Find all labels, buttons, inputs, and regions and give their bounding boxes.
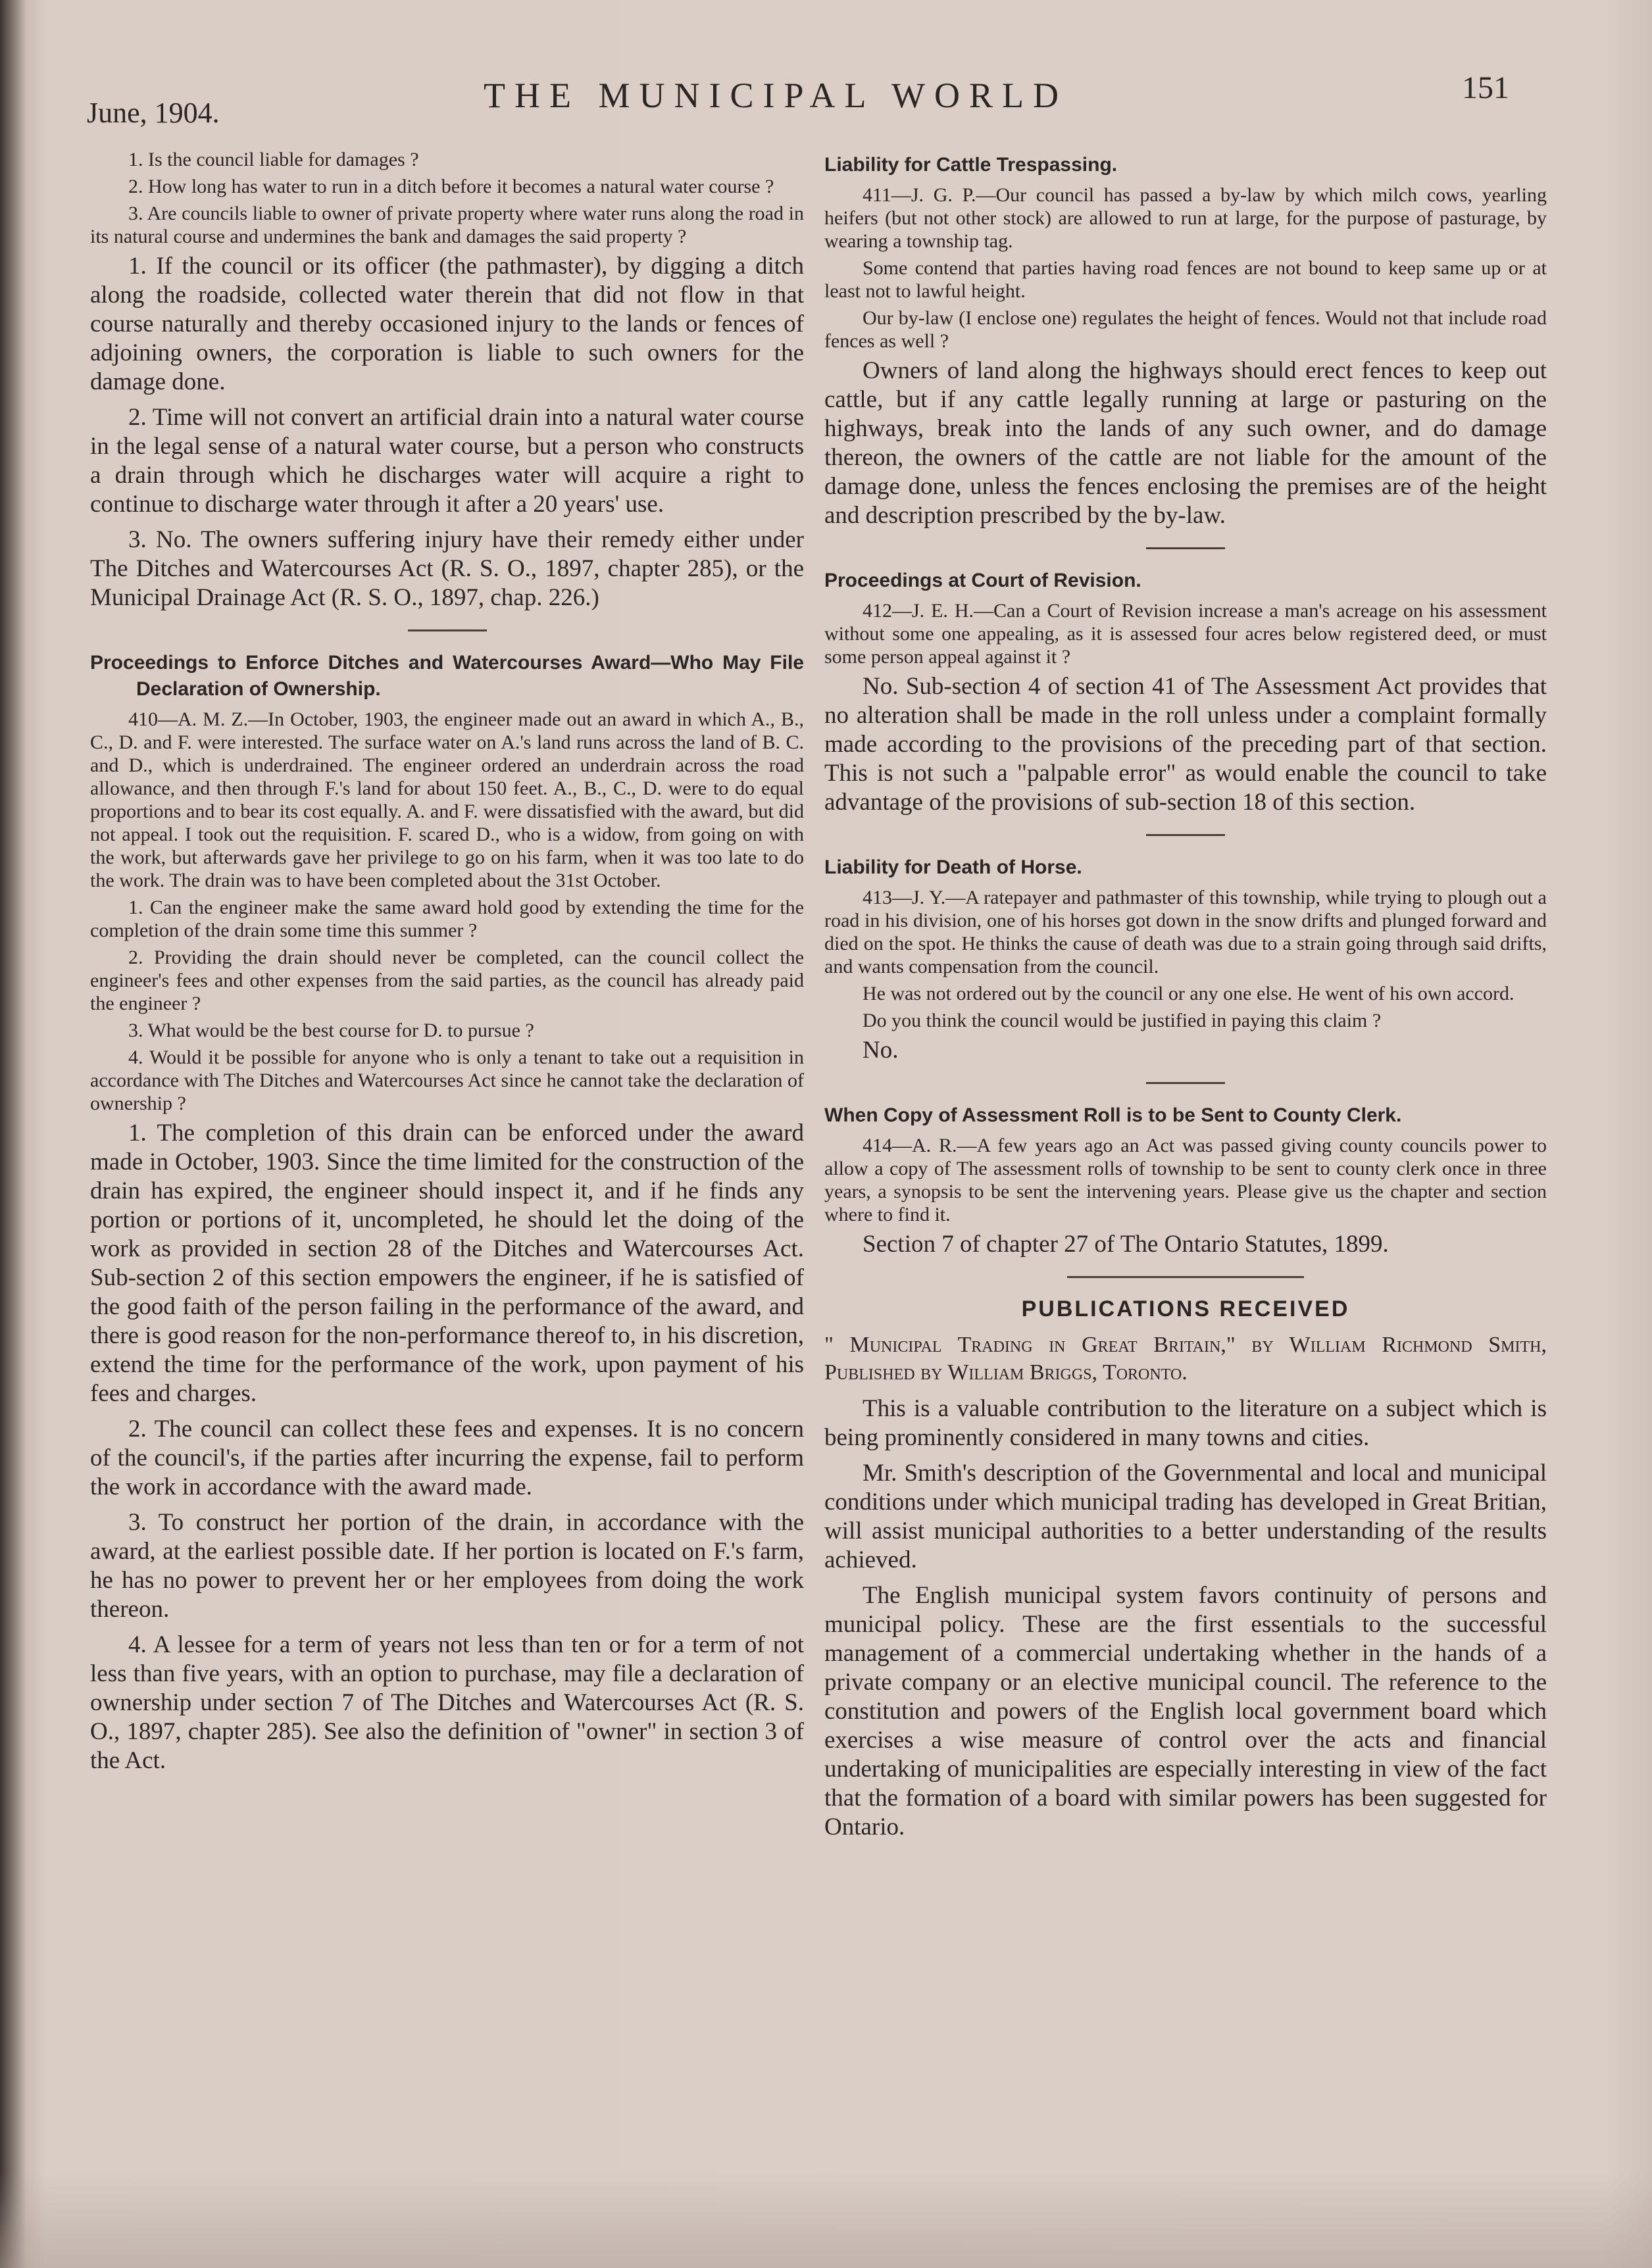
section-heading: Liability for Death of Horse. xyxy=(824,856,1082,878)
question: 4. Would it be possible for anyone who is only a tenant to take out a requisition in accordance with The Ditches and Watercourses Act since he cannot take the declaration of ownership ? xyxy=(90,1047,804,1114)
answer: 3. To construct her portion of the drain, in accordance with the award, at the earliest possible date. If her portion is located on F.'s farm, he has no power to prevent her or her employees from doing the work thereon. xyxy=(90,1509,804,1623)
answer: 1. The completion of this drain can be enforced under the award made in October, 1903. Since the time limited for the construction of the drain has expired, the engineer should inspect it, and if he finds any portion or portions of it, uncompleted, he should let the doing of the work as provided in section 28 of the Ditches and Watercourses Act. Sub-section 2 of this section empowers the engineer, if he is satisfied of the good faith of the person failing in the performance of the award, and there is good reason for the non-performance thereof to, in his discretion, extend the time for the performance of the work, upon payment of his fees and charges. xyxy=(90,1120,804,1407)
publication-title: " Municipal Trading in Great Britain," by William Richmond Smith, Published by William Briggs, Toronto. xyxy=(824,1333,1547,1385)
query-411: Some contend that parties having road fences are not bound to keep same up or at least not to lawful height. xyxy=(824,257,1547,302)
page-header xyxy=(0,66,1652,129)
answer: 4. A lessee for a term of years not less than ten or for a term of not less than five years, with an option to purchase, may file a declaration of ownership under section 7 of The Ditches and Watercourses Act (R. S. O., 1897, chapter 285). See also the definition of "owner" in section 3 of the Act. xyxy=(90,1631,804,1774)
question: 3. Are councils liable to owner of private property where water runs along the road in its natural course and undermines the bank and damages the said property ? xyxy=(90,203,804,247)
answer: 2. The council can collect these fees and expenses. It is no concern of the council's, if the parties after incurring the expense, fail to perform the work in accordance with the award made. xyxy=(90,1416,804,1500)
section-divider xyxy=(408,629,487,631)
question: 3. What would be the best course for D. to pursue ? xyxy=(128,1020,534,1041)
page-edge-shadow xyxy=(0,2171,1652,2268)
review-paragraph: This is a valuable contribution to the literature on a subject which is being prominently considered in many towns and cities. xyxy=(824,1395,1547,1451)
answer: No. xyxy=(863,1037,899,1064)
section-heading: Proceedings at Court of Revision. xyxy=(824,570,1141,591)
section-divider xyxy=(1146,834,1225,836)
query-413: Do you think the council would be justified in paying this claim ? xyxy=(863,1010,1382,1031)
question: 1. Can the engineer make the same award hold good by extending the time for the completion of the drain some time this summer ? xyxy=(90,897,804,941)
answer: No. Sub-section 4 of section 41 of The Assessment Act provides that no alteration shall be made in the roll unless under a complaint formally made according to the provisions of the preceding part of that section. This is not such a "palpable error" as would enable the council to take advantage of the provisions of sub-section 18 of this section. xyxy=(824,673,1547,816)
answer: Owners of land along the highways should erect fences to keep out cattle, but if any cattle legally running at large or pasturing on the highways, break into the lands of any such owner, and do damage thereon, the owners of the cattle are not liable for the amount of the damage done, unless the fences enclosing the premises are of the height and description prescribed by the by-law. xyxy=(824,357,1547,529)
review-paragraph: The English municipal system favors continuity of persons and municipal policy. These are the first essentials to the successful management of a commercial undertaking whether in the hands of a private company or an elective municipal council. The reference to the constitution and powers of the English local government board which exercises a wise measure of control over the acts and financial undertaking of municipalities are especially interesting in view of the fact that the formation of a board with similar powers has been suggested for Ontario. xyxy=(824,1582,1547,1840)
answer: 3. No. The owners suffering injury have their remedy either under The Ditches and Watercourses Act (R. S. O., 1897, chapter 285), or the Municipal Drainage Act (R. S. O., 1897, chap. 226.) xyxy=(90,526,804,611)
answer: 2. Time will not convert an artificial drain into a natural water course in the legal sense of a natural water course, but a person who constructs a drain through which he discharges water will acquire a right to continue to discharge water through it after a 20 years' use. xyxy=(90,404,804,518)
publication-title: THE MUNICIPAL WORLD xyxy=(484,76,1068,115)
section-heading: When Copy of Assessment Roll is to be Sent to County Clerk. xyxy=(824,1104,1402,1126)
query-414: 414—A. R.—A few years ago an Act was passed giving county councils power to allow a copy of The assessment rolls of township to be sent to county clerk once in three years, a synopsis to be sent the intervening years. Please give us the chapter and section where to find it. xyxy=(824,1135,1547,1225)
query-412: 412—J. E. H.—Can a Court of Revision increase a man's acreage on his assessment without some one appealing, as it is assessed four acres below registered deed, or must some person appeal against it ? xyxy=(824,600,1547,668)
query-413: 413—J. Y.—A ratepayer and pathmaster of this township, while trying to plough out a road in his division, one of his horses got down in the snow drifts and plunged forward and died on the spot. He thinks the cause of death was due to a strain going through said drifts, and wants compensation from the council. xyxy=(824,887,1547,977)
question: 2. How long has water to run in a ditch before it becomes a natural water course ? xyxy=(128,176,774,197)
section-divider xyxy=(1146,547,1225,549)
issue-date: June, 1904. xyxy=(87,97,220,129)
question: 2. Providing the drain should never be completed, can the council collect the engineer's fees and other expenses from the said parties, as the council has already paid the engineer ? xyxy=(90,947,804,1014)
right-column xyxy=(824,148,1547,1848)
review-paragraph: Mr. Smith's description of the Governmental and local and municipal conditions under which municipal trading has developed in Great Britian, will assist municipal authorities to a better understanding of the results achieved. xyxy=(824,1460,1547,1573)
section-heading: Proceedings to Enforce Ditches and Watercourses Award—Who May File Declaration of Ownership. xyxy=(90,652,804,700)
answer: Section 7 of chapter 27 of The Ontario Statutes, 1899. xyxy=(863,1231,1389,1258)
query-410: 410—A. M. Z.—In October, 1903, the engineer made out an award in which A., B., C., D. and F. were interested. The surface water on A.'s land runs across the land of B. C. and D., which is underdrained. The engineer ordered an underdrain across the road allowance, and then through F.'s land for about 150 feet. A., B., C., D. were to do equal proportions and to bear its cost equally. A. and F. were dissatisfied with the award, but did not appeal. I took out the requisition. F. scared D., who is a widow, from going on with the work, but afterwards gave her privilege to go on his farm, when it was too late to do the work. The drain was to have been completed about the 31st October. xyxy=(90,708,804,891)
page-number: 151 xyxy=(1462,70,1509,105)
answer: 1. If the council or its officer (the pathmaster), by digging a ditch along the roadside, collected water therein that did not flow in that course naturally and thereby occasioned injury to the lands or fences of adjoining owners, the corporation is liable to such owners for the damage done. xyxy=(90,253,804,395)
left-column xyxy=(90,148,804,1782)
section-divider xyxy=(1146,1082,1225,1084)
query-413: He was not ordered out by the council or any one else. He went of his own accord. xyxy=(863,983,1514,1004)
section-heading: Liability for Cattle Trespassing. xyxy=(824,154,1118,176)
section-divider xyxy=(1067,1276,1304,1278)
publications-heading: PUBLICATIONS RECEIVED xyxy=(1021,1296,1350,1321)
question: 1. Is the council liable for damages ? xyxy=(128,149,419,170)
query-411: Our by-law (I enclose one) regulates the height of fences. Would not that include road fences as well ? xyxy=(824,307,1547,352)
query-411: 411—J. G. P.—Our council has passed a by-law by which milch cows, yearling heifers (but not other stock) are allowed to run at large, for the purpose of pasturage, by wearing a township tag. xyxy=(824,184,1547,252)
